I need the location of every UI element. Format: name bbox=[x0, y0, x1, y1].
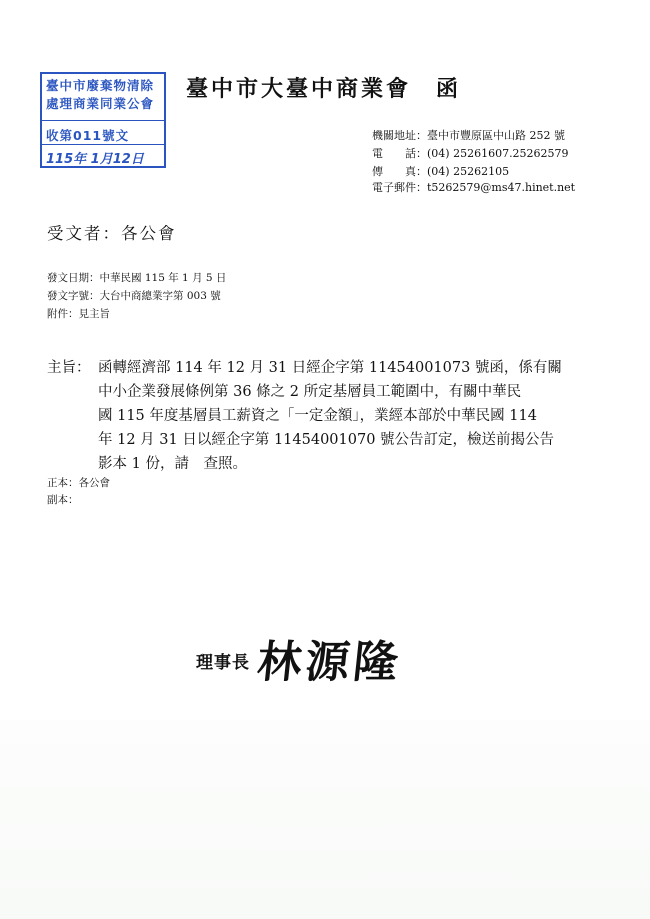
subject-line: 年 12 月 31 日以經企字第 11454001070 號公告訂定，檢送前揭公告 bbox=[98, 432, 555, 448]
subject-line: 函轉經濟部 114 年 12 月 31 日經企字第 11454001073 號函，係有關 bbox=[98, 360, 562, 376]
subject-line: 國 115 年度基層員工薪資之「一定金額」，業經本部於中華民國 114 bbox=[98, 408, 537, 424]
subject-line: 中小企業發展條例第 36 條之 2 所定基層員工範圍中，有關中華民 bbox=[98, 384, 522, 400]
contact-fax: 傳 真：(04) 25262105 bbox=[372, 165, 510, 178]
stamp-divider bbox=[42, 144, 164, 145]
signature-name: 林源隆 bbox=[254, 637, 405, 688]
scan-background bbox=[0, 720, 650, 919]
signature-title: 理事長 bbox=[196, 653, 250, 673]
stamp-number: 收第011號文 bbox=[46, 128, 130, 143]
subject-label: 主旨： bbox=[47, 360, 91, 376]
issue-date: 發文日期：中華民國 115 年 1 月 5 日 bbox=[47, 272, 227, 284]
document-title: 臺中市大臺中商業會 函 bbox=[186, 76, 462, 102]
stamp-date: 115年 1月12日 bbox=[46, 152, 144, 167]
subject-line: 影本 1 份，請 查照。 bbox=[98, 456, 247, 472]
contact-address: 機關地址：臺中市豐原區中山路 252 號 bbox=[372, 129, 565, 142]
attachment: 附件：見主旨 bbox=[47, 308, 110, 320]
contact-phone: 電 話：(04) 25261607.25262579 bbox=[372, 147, 569, 160]
issue-reference: 發文字號：大台中商總業字第 003 號 bbox=[47, 290, 221, 302]
stamp-organization bbox=[46, 77, 162, 113]
recipient: 受文者：各公會 bbox=[47, 224, 177, 243]
stamp-org-line2: 處理商業同業公會 bbox=[46, 96, 155, 111]
cc-recipients: 副本： bbox=[47, 494, 79, 506]
stamp-divider bbox=[42, 120, 164, 121]
receipt-stamp bbox=[40, 72, 166, 168]
original-recipients: 正本：各公會 bbox=[47, 477, 110, 489]
contact-email: 電子郵件：t5262579@ms47.hinet.net bbox=[372, 181, 576, 194]
stamp-org-line1: 臺中市廢棄物清除 bbox=[46, 78, 155, 93]
